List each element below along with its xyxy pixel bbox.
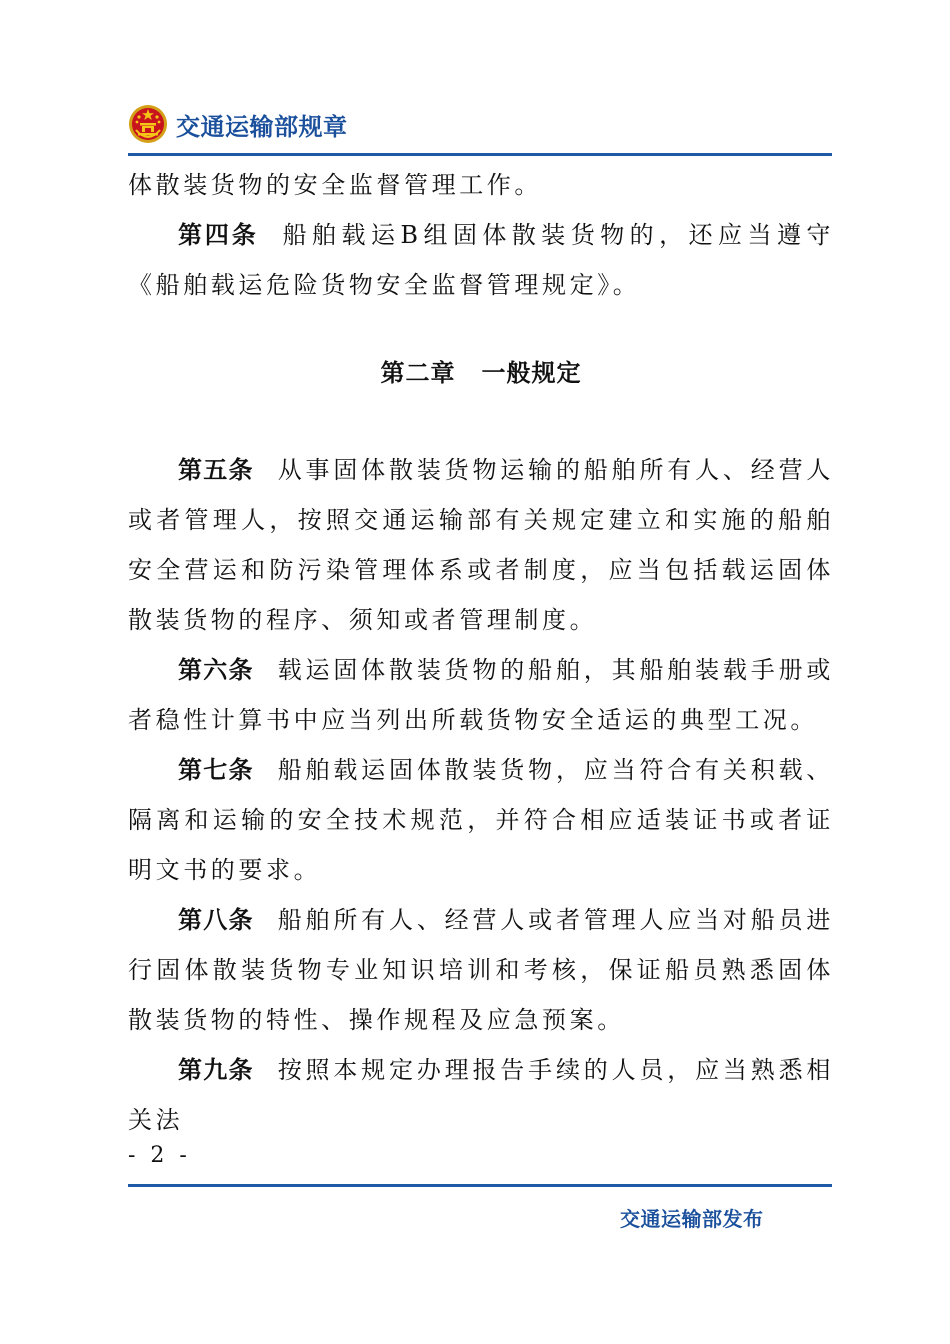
article-7	[128, 745, 834, 895]
continuation-paragraph: 体散装货物的安全监督管理工作。	[128, 171, 542, 199]
article-4	[128, 210, 834, 310]
article-6-text: 载运固体散装货物的船舶，其船舶装载手册或者稳性计算书中应当列出所载货物安全适运的典型工况。	[128, 656, 835, 734]
header-rule	[128, 153, 832, 156]
article-9-text: 按照本规定办理报告手续的人员，应当熟悉相关法	[128, 1056, 835, 1134]
article-7-text: 船舶载运固体散装货物，应当符合有关积载、隔离和运输的安全技术规范，并符合相应适装证书或者证明文书的要求。	[128, 756, 835, 884]
document-body	[128, 160, 834, 1145]
footer-rule	[128, 1184, 832, 1187]
article-8	[128, 895, 834, 1045]
article-8-text: 船舶所有人、经营人或者管理人应当对船员进行固体散装货物专业知识培训和考核，保证船员熟悉固体散装货物的特性、操作规程及应急预案。	[128, 906, 835, 1034]
article-9-title: 第九条	[178, 1056, 254, 1084]
article-4-text: 船舶载运B组固体散装货物的，还应当遵守《船舶载运危险货物安全监督管理规定》。	[128, 221, 835, 299]
article-8-title: 第八条	[178, 906, 254, 934]
article-5	[128, 445, 834, 645]
header-title: 交通运输部规章	[176, 112, 348, 141]
chapter-heading	[128, 348, 834, 398]
article-4-title: 第四条	[178, 221, 259, 249]
article-6-title: 第六条	[178, 656, 254, 684]
article-6	[128, 645, 834, 745]
page-header	[128, 100, 348, 148]
national-emblem-icon	[128, 104, 168, 144]
page-number: - 2 -	[128, 1143, 191, 1168]
article-7-title: 第七条	[178, 756, 254, 784]
footer-publisher: 交通运输部发布	[620, 1207, 764, 1231]
article-5-title: 第五条	[178, 456, 254, 484]
chapter-name: 一般规定	[481, 359, 582, 387]
article-5-text: 从事固体散装货物运输的船舶所有人、经营人或者管理人，按照交通运输部有关规定建立和实施的船舶安全营运和防污染管理体系或者制度，应当包括载运固体散装货物的程序、须知或者管理制度。	[128, 456, 835, 634]
chapter-number: 第二章	[380, 359, 456, 387]
article-9	[128, 1045, 834, 1145]
